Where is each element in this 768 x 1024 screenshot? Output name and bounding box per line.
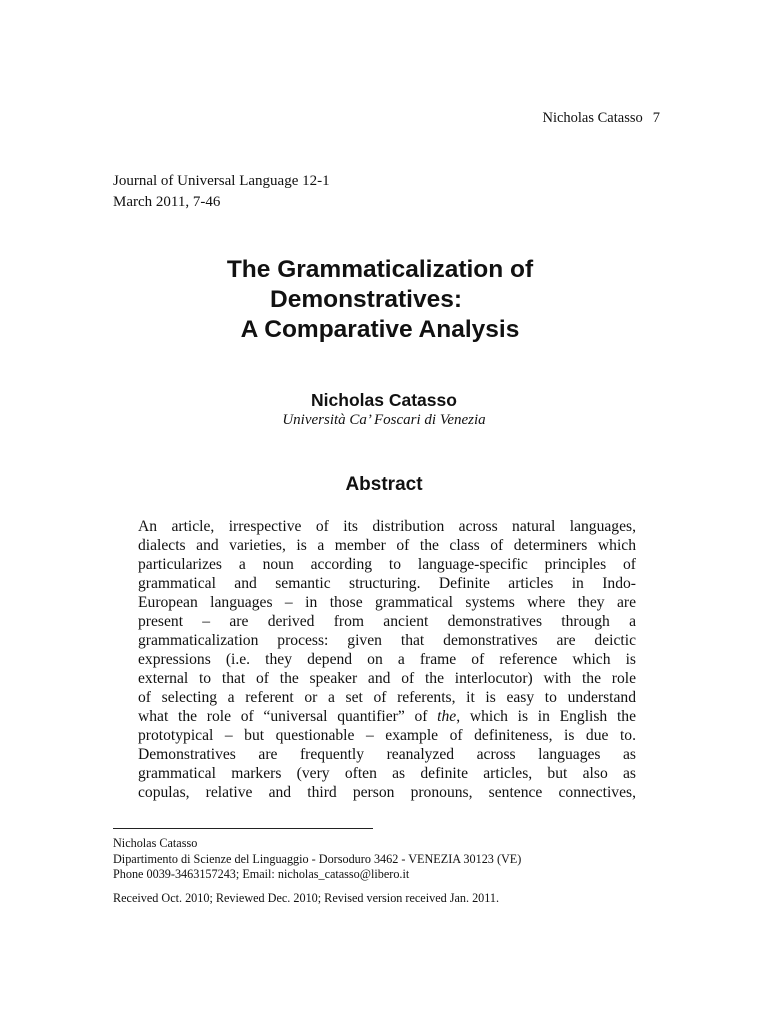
abstract-line: dialects and varieties, is a member of the class of determiners which [138, 537, 636, 554]
author-footnote [113, 836, 521, 883]
abstract-line: prototypical – but questionable – example of definiteness, is due to. [138, 727, 636, 744]
running-head-author: Nicholas Catasso [542, 110, 643, 126]
page-number: 7 [652, 110, 660, 126]
author-name: Nicholas Catasso [311, 390, 457, 410]
abstract-body [138, 517, 636, 802]
abstract-line: particularizes a noun according to language-specific principles of [138, 556, 636, 573]
author-affiliation: Università Ca’ Foscari di Venezia [282, 412, 486, 428]
abstract-line: of selecting a referent or a set of referents, it is easy to understand [138, 689, 636, 706]
received-dates: Received Oct. 2010; Reviewed Dec. 2010; Revised version received Jan. 2011. [113, 891, 500, 905]
title-line-1: The Grammaticalization of [226, 256, 534, 283]
footnote-contact: Phone 0039-3463157243; Email: nicholas_catasso@libero.it [113, 867, 410, 881]
abstract-line: copulas, relative and third person pronouns, sentence connectives, [138, 784, 636, 801]
journal-date-pages: March 2011, 7-46 [113, 194, 221, 210]
running-head [542, 110, 660, 127]
abstract-line: grammatical and semantic structuring. Definite articles in Indo- [138, 575, 636, 592]
cited-word: the [437, 708, 457, 725]
journal-name-issue: Journal of Universal Language 12-1 [113, 173, 330, 189]
footnote-divider [113, 828, 373, 829]
footnote-name: Nicholas Catasso [113, 836, 198, 850]
footnote-address: Dipartimento di Scienze del Linguaggio - Dorsoduro 3462 - VENEZIA 30123 (VE) [113, 851, 522, 866]
abstract-line: grammatical markers (very often as definite articles, but also as [138, 765, 636, 782]
paper-title [0, 255, 768, 345]
title-line-2: Demonstratives: [270, 286, 462, 313]
abstract-line: external to that of the speaker and of the interlocutor) with the role [138, 670, 636, 687]
abstract-line: Demonstratives are frequently reanalyzed across languages as [138, 746, 636, 763]
abstract-line: expressions (i.e. they depend on a frame of reference which is [138, 651, 636, 668]
abstract-line: what the role of “universal quantifier” of the, which is in English the [138, 708, 636, 725]
title-line-3: A Comparative Analysis [240, 316, 520, 343]
abstract-line: grammaticalization process: given that demonstratives are deictic [138, 632, 636, 649]
abstract-line: An article, irrespective of its distribution across natural languages, [138, 518, 636, 535]
abstract-heading: Abstract [345, 474, 423, 495]
journal-info [113, 171, 330, 213]
abstract-line: European languages – in those grammatical systems where they are [138, 594, 636, 611]
abstract-line: present – are derived from ancient demonstratives through a [138, 613, 636, 630]
